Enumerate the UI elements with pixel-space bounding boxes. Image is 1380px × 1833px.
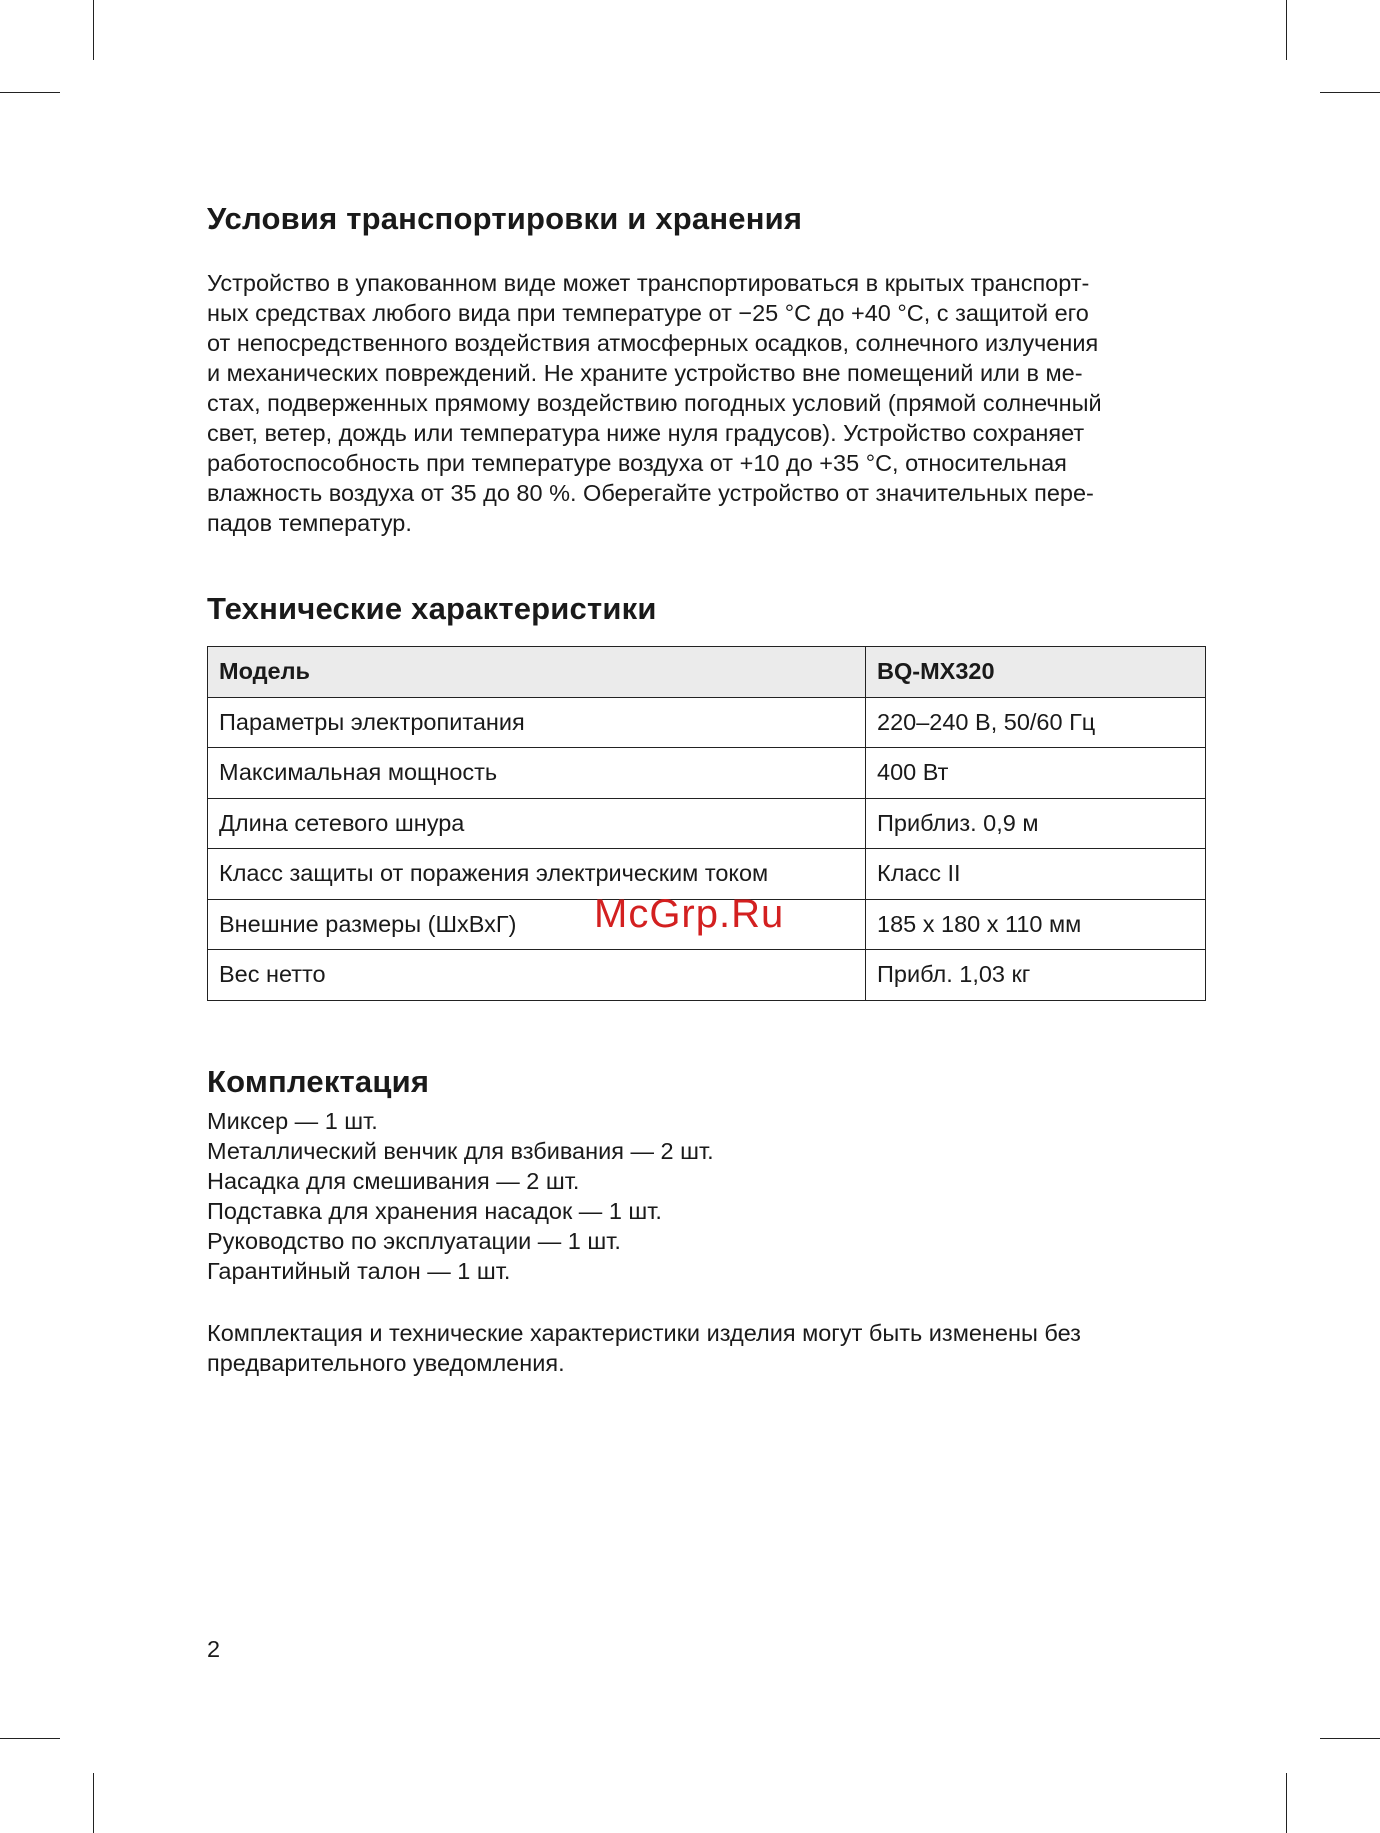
crop-mark (0, 1738, 60, 1739)
paragraph-line: Устройство в упакованном виде может транспортироваться в крытых транспорт- (207, 270, 1090, 296)
paragraph-line: от непосредственного воздействия атмосферных осадков, солнечного излучения (207, 330, 1099, 356)
page-number: 2 (207, 1636, 221, 1662)
paragraph-line: стах, подверженных прямому воздействию погодных условий (прямой солнечный (207, 390, 1102, 416)
crop-mark (93, 1773, 94, 1833)
row-value: 185 x 180 x 110 мм (866, 899, 1206, 950)
specs-table (207, 646, 1206, 1001)
specs-heading: Технические характеристики (207, 591, 657, 626)
list-item: Гарантийный талон — 1 шт. (207, 1258, 511, 1284)
transport-heading: Условия транспортировки и хранения (207, 201, 803, 236)
list-item: Руководство по эксплуатации — 1 шт. (207, 1228, 621, 1254)
row-label: Класс защиты от поражения электрическим током (208, 849, 866, 900)
crop-mark (0, 92, 60, 93)
row-value: 400 Вт (866, 748, 1206, 799)
list-item: Подставка для хранения насадок — 1 шт. (207, 1198, 662, 1224)
row-value: 220–240 В, 50/60 Гц (866, 697, 1206, 748)
row-label: Длина сетевого шнура (208, 798, 866, 849)
paragraph-line: Комплектация и технические характеристики изделия могут быть изменены без (207, 1320, 1081, 1346)
table-row (208, 798, 1206, 849)
list-item: Металлический венчик для взбивания — 2 шт. (207, 1138, 714, 1164)
row-value: Прибл. 1,03 кг (866, 950, 1206, 1001)
table-row (208, 697, 1206, 748)
row-label: Параметры электропитания (208, 697, 866, 748)
crop-mark (1286, 1773, 1287, 1833)
list-item: Миксер — 1 шт. (207, 1108, 378, 1134)
paragraph-line: предварительного уведомления. (207, 1350, 565, 1376)
table-header-row (208, 647, 1206, 698)
watermark: McGrp.Ru (594, 892, 785, 936)
package-list (207, 1106, 714, 1286)
transport-paragraph (207, 268, 1207, 538)
crop-mark (1320, 1738, 1380, 1739)
paragraph-line: работоспособность при температуре воздуха от +10 до +35 °C, относительная (207, 450, 1067, 476)
row-value: Класс II (866, 849, 1206, 900)
paragraph-line: ных средствах любого вида при температуре от −25 °C до +40 °C, с защитой его (207, 300, 1089, 326)
table-row (208, 748, 1206, 799)
table-header-value: BQ-MX320 (866, 647, 1206, 698)
crop-mark (93, 0, 94, 60)
crop-mark (1286, 0, 1287, 60)
list-item: Насадка для смешивания — 2 шт. (207, 1168, 580, 1194)
row-label: Внешние размеры (ШхВхГ) (208, 899, 866, 950)
crop-mark (1320, 92, 1380, 93)
paragraph-line: и механических повреждений. Не храните устройство вне помещений или в ме- (207, 360, 1083, 386)
row-label: Вес нетто (208, 950, 866, 1001)
disclaimer-paragraph (207, 1318, 1207, 1378)
row-value: Приблиз. 0,9 м (866, 798, 1206, 849)
paragraph-line: свет, ветер, дождь или температура ниже нуля градусов). Устройство сохраняет (207, 420, 1085, 446)
table-header-label: Модель (208, 647, 866, 698)
paragraph-line: влажность воздуха от 35 до 80 %. Оберегайте устройство от значительных пере- (207, 480, 1094, 506)
package-heading: Комплектация (207, 1064, 430, 1099)
table-row (208, 950, 1206, 1001)
paragraph-line: падов температур. (207, 510, 412, 536)
row-label: Максимальная мощность (208, 748, 866, 799)
